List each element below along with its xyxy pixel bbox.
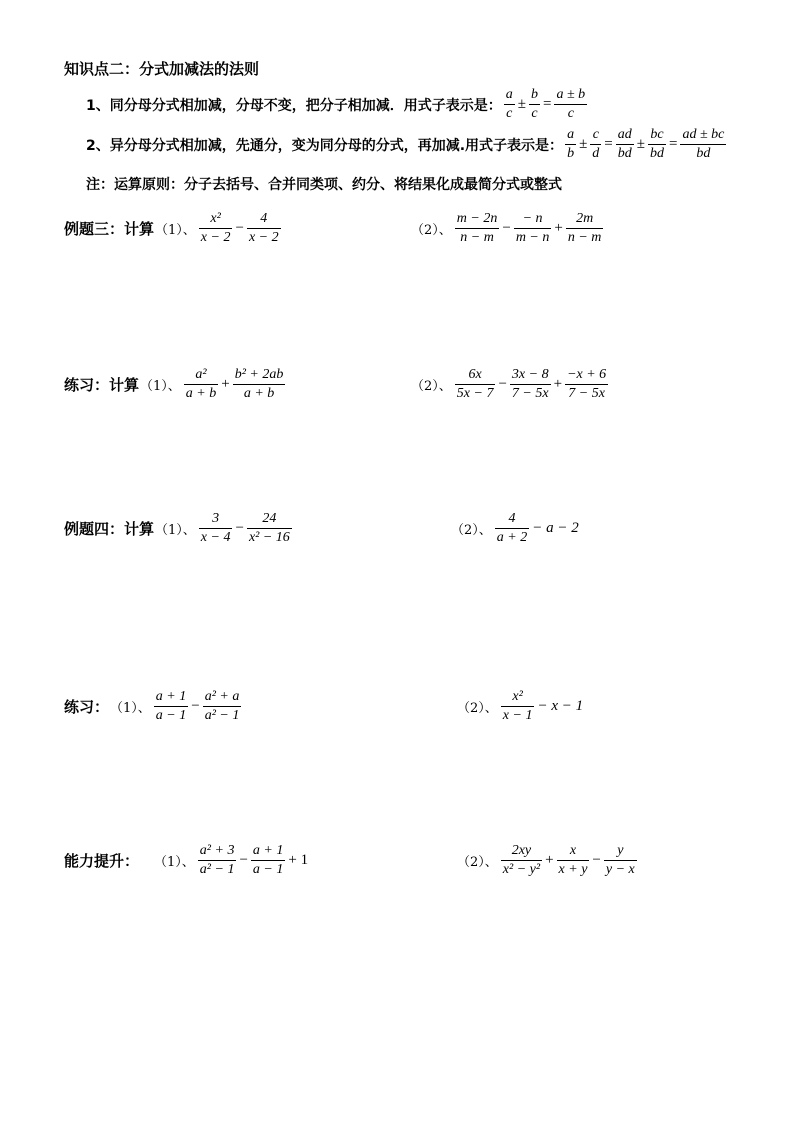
numerator: b² + 2ab <box>234 367 284 382</box>
rule-1 <box>86 86 589 123</box>
denominator: x − 4 <box>200 530 231 545</box>
denominator: a − 1 <box>155 708 187 723</box>
rule-2 <box>86 126 728 163</box>
operator: − <box>502 220 511 236</box>
denominator: a − 1 <box>252 862 284 877</box>
numerator: a <box>567 127 575 142</box>
practice-2-problem-2 <box>456 688 584 725</box>
practice-1-problem-1 <box>64 366 287 403</box>
denominator: bd <box>617 146 632 161</box>
rule-1-text: 1、同分母分式相加减，分母不变，把分子相加减．用式子表示是： <box>86 97 502 114</box>
operator: ± <box>636 136 645 152</box>
fraction <box>203 688 242 725</box>
operator: − <box>592 852 601 868</box>
example-3-label: 例题三：计算 <box>64 220 155 238</box>
fraction <box>514 210 552 247</box>
practice-1-label: 练习：计算 <box>64 376 140 394</box>
operator: − <box>498 376 507 392</box>
numerator: x² <box>210 211 221 226</box>
fraction <box>554 86 587 123</box>
denominator: bd <box>696 146 711 161</box>
denominator: d <box>592 146 600 161</box>
numerator: x² <box>512 689 523 704</box>
example-3-problem-2 <box>410 210 605 247</box>
problem-number: （1）、 <box>140 379 181 394</box>
numerator: c <box>592 127 599 142</box>
operator: = <box>542 96 552 112</box>
fraction <box>510 366 551 403</box>
numerator: ad <box>617 127 632 142</box>
fraction <box>616 126 634 163</box>
numerator: 3 <box>212 511 220 526</box>
fraction <box>557 842 590 879</box>
expression-tail: − a − 2 <box>532 520 579 536</box>
practice-2-label: 练习： <box>64 698 110 716</box>
fraction <box>504 86 515 123</box>
fraction <box>199 210 233 247</box>
fraction <box>154 688 188 725</box>
numerator: a <box>505 87 513 102</box>
operator: + <box>545 852 554 868</box>
numerator: bc <box>650 127 664 142</box>
denominator: x² − y² <box>502 862 541 877</box>
denominator: a² − 1 <box>199 862 235 877</box>
problem-number: （2）、 <box>411 379 452 394</box>
numerator: ad ± bc <box>682 127 725 142</box>
example-3-problem-1 <box>64 210 283 247</box>
example-4-problem-2 <box>450 510 580 547</box>
denominator: x + y <box>558 862 588 877</box>
fraction <box>501 688 535 725</box>
example-4-problem-1 <box>64 510 294 547</box>
denominator: m − n <box>515 230 550 245</box>
problem-number: （2）、 <box>457 701 498 716</box>
fraction <box>566 210 604 247</box>
expression-tail: + 1 <box>288 852 309 868</box>
numerator: 2xy <box>511 843 532 858</box>
numerator: 2m <box>576 211 594 226</box>
numerator: b <box>530 87 538 102</box>
fraction <box>455 210 500 247</box>
denominator: n − m <box>460 230 494 245</box>
section-title <box>64 58 259 79</box>
fraction <box>680 126 726 163</box>
rule-2-text: 2、异分母分式相加减，先通分，变为同分母的分式，再加减.用式子表示是： <box>86 137 564 154</box>
numerator: 3x − 8 <box>511 367 549 382</box>
numerator: 6x <box>468 367 482 382</box>
numerator: a + 1 <box>155 689 187 704</box>
numerator: a ± b <box>556 87 586 102</box>
denominator: x − 2 <box>200 230 231 245</box>
advanced-label: 能力提升： <box>64 852 140 870</box>
denominator: a + 2 <box>496 530 528 545</box>
operator: − <box>235 520 244 536</box>
fraction <box>590 126 601 163</box>
problem-number: （1）、 <box>154 855 195 870</box>
numerator: 4 <box>260 211 268 226</box>
denominator: c <box>506 106 513 121</box>
problem-number: （2）、 <box>451 523 492 538</box>
advanced-problem-1 <box>64 842 309 879</box>
numerator: a² + 3 <box>199 843 235 858</box>
denominator: 7 − 5x <box>568 386 605 401</box>
advanced-problem-2 <box>456 842 639 879</box>
fraction <box>455 366 496 403</box>
section-title-text: 知识点二：分式加减法的法则 <box>64 60 260 78</box>
operator: + <box>221 376 230 392</box>
denominator: x − 1 <box>502 708 533 723</box>
fraction <box>604 842 637 879</box>
denominator: c <box>567 106 574 121</box>
denominator: a + b <box>243 386 275 401</box>
fraction <box>233 366 286 403</box>
denominator: 7 − 5x <box>511 386 549 401</box>
numerator: a² + a <box>204 689 240 704</box>
note-text: 注：运算原则：分子去括号、合并同类项、约分、将结果化成最简分式或整式 <box>86 177 562 193</box>
numerator: −x + 6 <box>567 367 607 382</box>
note <box>86 174 562 194</box>
fraction <box>565 126 576 163</box>
practice-1-problem-2 <box>410 366 610 403</box>
example-4-label: 例题四：计算 <box>64 520 155 538</box>
fraction <box>251 842 285 879</box>
problem-number: （2）、 <box>411 223 452 238</box>
fraction <box>184 366 218 403</box>
denominator: x² − 16 <box>248 530 290 545</box>
denominator: b <box>567 146 575 161</box>
expression-tail: − x − 1 <box>537 698 584 714</box>
fraction <box>247 210 281 247</box>
operator: = <box>669 136 678 152</box>
numerator: a + 1 <box>252 843 284 858</box>
operator: = <box>604 136 613 152</box>
operator: − <box>235 220 244 236</box>
fraction <box>501 842 542 879</box>
operator: + <box>553 376 563 392</box>
operator: ± <box>579 136 588 152</box>
numerator: 24 <box>262 511 277 526</box>
denominator: n − m <box>567 230 602 245</box>
denominator: a + b <box>185 386 217 401</box>
numerator: a² <box>195 367 207 382</box>
operator: ± <box>517 96 526 112</box>
denominator: c <box>531 106 538 121</box>
numerator: − n <box>522 211 543 226</box>
numerator: 4 <box>508 511 516 526</box>
practice-2-problem-1 <box>64 688 243 725</box>
fraction <box>565 366 608 403</box>
numerator: m − 2n <box>456 211 498 226</box>
numerator: y <box>617 843 624 858</box>
denominator: a² − 1 <box>204 708 240 723</box>
problem-number: （2）、 <box>457 855 498 870</box>
operator: − <box>191 698 200 714</box>
numerator: x <box>569 843 577 858</box>
fraction <box>199 510 233 547</box>
fraction <box>529 86 540 123</box>
fraction <box>247 510 292 547</box>
problem-number: （1）、 <box>155 523 196 538</box>
denominator: bd <box>650 146 664 161</box>
operator: + <box>554 220 563 236</box>
operator: − <box>239 852 248 868</box>
denominator: x − 2 <box>248 230 279 245</box>
problem-number: （1）、 <box>110 701 151 716</box>
denominator: y − x <box>605 862 635 877</box>
problem-number: （1）、 <box>155 223 196 238</box>
fraction <box>495 510 529 547</box>
denominator: 5x − 7 <box>456 386 494 401</box>
fraction <box>198 842 237 879</box>
fraction <box>648 126 666 163</box>
